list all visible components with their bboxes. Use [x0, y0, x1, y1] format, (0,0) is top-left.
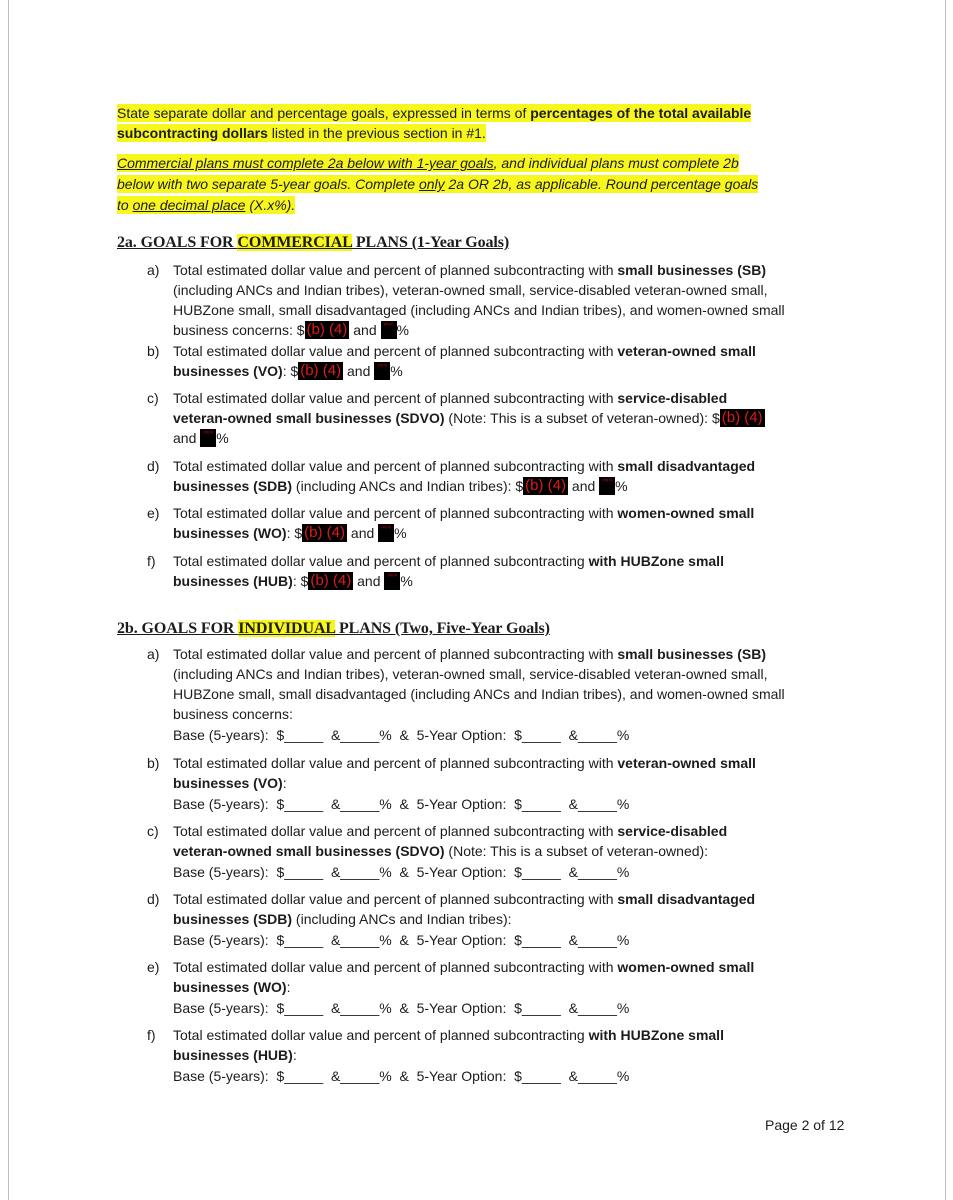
text-span: : $: [286, 525, 303, 541]
bold-text: subcontracting dollars: [117, 125, 268, 141]
bold-text: businesses (SDB): [173, 478, 293, 494]
item-label: f): [147, 1027, 156, 1043]
item-label: d): [147, 891, 160, 907]
text-span: HUBZone small, small disadvantaged (including ANCs and Indian tribes), and women-owned small: [173, 686, 785, 702]
bold-text: service-disabled: [617, 823, 728, 839]
text-span: (Note: This is a subset of veteran-owned):: [444, 843, 709, 859]
text-line: [173, 754, 756, 772]
text-span: HUBZone small, small disadvantaged (including ANCs and Indian tribes), and women-owned small: [173, 302, 785, 318]
text-line: [173, 389, 727, 407]
item-label: b): [147, 343, 160, 359]
base-goal-line: Base (5-years): $_____ &_____% & 5-Year Option: $_____ &_____%: [173, 796, 630, 812]
bold-text: businesses (VO): [173, 363, 283, 379]
bold-text: veteran-owned small businesses (SDVO): [173, 410, 445, 426]
text-span: (including ANCs and Indian tribes), veteran-owned small, service-disabled veteran-owned small,: [173, 666, 768, 682]
text-line: [117, 124, 486, 142]
item-label: c): [147, 823, 159, 839]
text-span: %: [394, 525, 407, 541]
text-line: [173, 362, 403, 380]
section-heading-2b: [117, 619, 550, 639]
base-goal-line: Base (5-years): $_____ &_____% & 5-Year Option: $_____ &_____%: [173, 864, 630, 880]
text-span: , and individual plans must complete 2b: [493, 155, 739, 171]
text-line: [173, 774, 287, 792]
text-span: %: [390, 363, 403, 379]
text-span: Commercial plans must complete 2a below with 1-year goals: [117, 155, 494, 171]
heading-highlight: COMMERCIAL: [237, 234, 352, 251]
redaction-box: (b) (4): [310, 572, 352, 589]
redaction-box-small: (b)(4): [384, 572, 400, 590]
heading-suffix: PLANS (1-Year Goals): [351, 234, 510, 251]
text-span: business concerns:: [173, 706, 293, 722]
text-span: :: [292, 1047, 297, 1063]
text-span: State separate dollar and percentage goals, expressed in terms of: [117, 105, 531, 121]
redaction-box-small: (b)(4): [200, 429, 216, 447]
text-line: [173, 890, 755, 908]
text-span: and: [343, 363, 375, 379]
redaction-box-small: (b)(4): [599, 477, 615, 495]
text-span: (including ANCs and Indian tribes): $: [292, 478, 524, 494]
text-span: : $: [282, 363, 299, 379]
text-span: Total estimated dollar value and percent of planned subcontracting with: [173, 390, 618, 406]
text-line: [173, 429, 229, 447]
bold-text: businesses (VO): [173, 775, 283, 791]
text-line: [173, 572, 413, 590]
text-span: 2a OR 2b, as applicable. Round percentage goals: [444, 176, 759, 192]
page-edge-left: [8, 0, 9, 1200]
text-line: [173, 552, 724, 570]
text-line: [173, 978, 290, 996]
item-label: e): [147, 959, 160, 975]
text-line: [173, 822, 727, 840]
bold-text: businesses (HUB): [173, 1047, 293, 1063]
text-span: Total estimated dollar value and percent of planned subcontracting with: [173, 959, 618, 975]
bold-text: businesses (SDB): [173, 911, 293, 927]
text-span: business concerns: $: [173, 322, 305, 338]
heading-prefix: 2b. GOALS FOR: [117, 620, 239, 637]
bold-text: women-owned small: [617, 505, 755, 521]
bold-text: veteran-owned small: [617, 343, 756, 359]
text-line: [173, 958, 754, 976]
text-span: Total estimated dollar value and percent of planned subcontracting with: [173, 755, 618, 771]
text-span: %: [615, 478, 628, 494]
redaction-box: (b) (4): [300, 362, 342, 379]
text-line: [173, 524, 407, 542]
text-line: [173, 1026, 724, 1044]
text-line: [173, 409, 765, 427]
text-span: %: [216, 430, 229, 446]
base-goal-line: Base (5-years): $_____ &_____% & 5-Year Option: $_____ &_____%: [173, 1000, 630, 1016]
heading-prefix: 2a. GOALS FOR: [117, 234, 238, 251]
item-label: a): [147, 646, 160, 662]
page-edge-right: [945, 0, 946, 1200]
redaction-box: (b) (4): [306, 321, 348, 338]
bold-text: with HUBZone small: [588, 1027, 724, 1043]
redaction-box-small: (b)(4): [374, 362, 390, 380]
bold-text: businesses (WO): [173, 525, 287, 541]
bold-text: women-owned small: [617, 959, 755, 975]
item-label: f): [147, 553, 156, 569]
redaction-box-small: (b)(4): [378, 524, 394, 542]
redaction-box: (b) (4): [525, 477, 567, 494]
text-span: and: [349, 322, 381, 338]
text-span: to: [117, 197, 133, 213]
item-label: a): [147, 262, 160, 278]
redaction-box: (b) (4): [304, 524, 346, 541]
text-span: Total estimated dollar value and percent of planned subcontracting with: [173, 505, 618, 521]
section-heading-2a: [117, 233, 509, 253]
text-line: [173, 301, 785, 319]
page-number: Page 2 of 12: [765, 1117, 845, 1133]
text-span: and: [347, 525, 379, 541]
base-goal-line: Base (5-years): $_____ &_____% & 5-Year Option: $_____ &_____%: [173, 727, 630, 743]
item-label: c): [147, 390, 159, 406]
bold-text: small businesses (SB): [617, 262, 767, 278]
text-span: (Note: This is a subset of veteran-owned): $: [444, 410, 720, 426]
text-line: [173, 321, 409, 339]
text-line: [173, 705, 293, 723]
text-span: Total estimated dollar value and percent of planned subcontracting: [173, 1027, 589, 1043]
text-line: [117, 175, 758, 193]
text-span: only: [418, 176, 445, 192]
text-line: [173, 477, 628, 495]
text-span: Total estimated dollar value and percent of planned subcontracting with: [173, 458, 618, 474]
text-span: Total estimated dollar value and percent of planned subcontracting with: [173, 891, 618, 907]
text-line: [173, 457, 755, 475]
text-span: :: [282, 775, 287, 791]
text-span: Total estimated dollar value and percent of planned subcontracting: [173, 553, 589, 569]
text-span: (X.x%).: [245, 197, 296, 213]
bold-text: veteran-owned small: [617, 755, 756, 771]
text-line: [117, 104, 751, 122]
text-span: :: [286, 979, 291, 995]
text-span: : $: [292, 573, 309, 589]
bold-text: small businesses (SB): [617, 646, 767, 662]
text-line: [173, 645, 766, 663]
item-label: b): [147, 755, 160, 771]
bold-text: businesses (WO): [173, 979, 287, 995]
base-goal-line: Base (5-years): $_____ &_____% & 5-Year Option: $_____ &_____%: [173, 932, 630, 948]
text-span: Total estimated dollar value and percent of planned subcontracting with: [173, 343, 618, 359]
item-label: e): [147, 505, 160, 521]
text-span: and: [353, 573, 385, 589]
redaction-box-small: (b)(4): [381, 321, 397, 339]
bold-text: service-disabled: [617, 390, 728, 406]
bold-text: businesses (HUB): [173, 573, 293, 589]
text-span: Total estimated dollar value and percent of planned subcontracting with: [173, 646, 618, 662]
text-line: [117, 154, 739, 172]
base-goal-line: Base (5-years): $_____ &_____% & 5-Year Option: $_____ &_____%: [173, 1068, 630, 1084]
text-span: and: [173, 430, 201, 446]
text-line: [173, 842, 708, 860]
heading-suffix: PLANS (Two, Five-Year Goals): [335, 620, 550, 637]
text-span: (including ANCs and Indian tribes), veteran-owned small, service-disabled veteran-owned small,: [173, 282, 768, 298]
text-line: [173, 504, 754, 522]
bold-text: with HUBZone small: [588, 553, 724, 569]
text-line: [173, 910, 512, 928]
text-span: and: [568, 478, 600, 494]
text-line: [173, 685, 785, 703]
bold-text: small disadvantaged: [617, 458, 756, 474]
text-span: listed in the previous section in #1.: [267, 125, 486, 141]
text-span: one decimal place: [132, 197, 246, 213]
text-span: (including ANCs and Indian tribes):: [292, 911, 512, 927]
text-line: [173, 342, 756, 360]
redaction-box: (b) (4): [721, 409, 763, 426]
bold-text: percentages of the total available: [530, 105, 752, 121]
text-line: [173, 665, 768, 683]
text-line: [173, 281, 768, 299]
text-line: [173, 1046, 297, 1064]
text-span: %: [396, 322, 409, 338]
text-line: [173, 261, 766, 279]
heading-highlight: INDIVIDUAL: [238, 620, 336, 637]
text-span: Total estimated dollar value and percent of planned subcontracting with: [173, 823, 618, 839]
item-label: d): [147, 458, 160, 474]
bold-text: small disadvantaged: [617, 891, 756, 907]
text-line: [117, 196, 295, 214]
text-span: Total estimated dollar value and percent of planned subcontracting with: [173, 262, 618, 278]
text-span: below with two separate 5-year goals. Complete: [117, 176, 419, 192]
text-span: %: [400, 573, 413, 589]
bold-text: veteran-owned small businesses (SDVO): [173, 843, 445, 859]
